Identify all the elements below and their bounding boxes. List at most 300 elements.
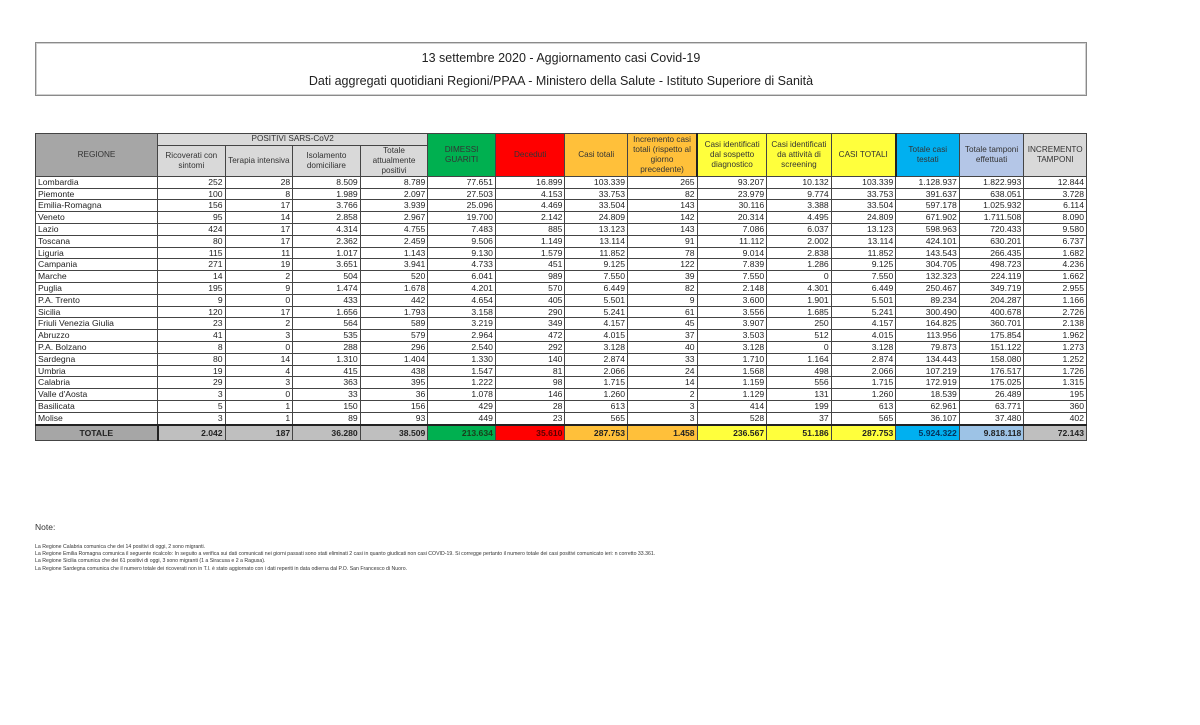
cell-isolamento: 33 [293,389,361,401]
table-row [36,271,1087,283]
cell-totale-positivi: 438 [360,365,428,377]
cell-casi-totali: 1.260 [565,389,628,401]
cell-casi-screening: 10.132 [767,176,832,188]
cell-casi-screening: 512 [767,330,832,342]
cell-incremento-tamponi: 1.315 [1024,377,1087,389]
cell-terapia-intensiva: 14 [225,212,293,224]
cell-deceduti: 4.153 [495,188,565,200]
cell-tamponi: 175.025 [959,377,1024,389]
cell-terapia-intensiva: 3 [225,330,293,342]
cell-casi-totali: 103.339 [565,176,628,188]
col-header-incremento-tamponi: INCREMENTO TAMPONI [1024,134,1087,177]
col-header-regione: REGIONE [36,134,158,177]
cell-casi-screening: 9.774 [767,188,832,200]
cell-casi-sospetto: 7.086 [697,223,767,235]
cell-regione: Molise [36,412,158,424]
total-regione: TOTALE [36,425,158,441]
cell-casi-testati: 671.902 [896,212,960,224]
cell-dimessi-guariti: 3.219 [428,318,496,330]
cell-totale-positivi: 93 [360,412,428,424]
cell-casi-sospetto: 3.907 [697,318,767,330]
table-row [36,306,1087,318]
cell-totale-positivi: 4.755 [360,223,428,235]
cell-dimessi-guariti: 4.201 [428,282,496,294]
cell-ricoverati: 3 [158,412,226,424]
cell-casi-testati: 391.637 [896,188,960,200]
cell-casi-sospetto: 1.159 [697,377,767,389]
group-header-positivi: POSITIVI SARS-CoV2 [158,134,428,146]
cell-totale-positivi: 3.939 [360,200,428,212]
table-row [36,223,1087,235]
cell-incremento-tamponi: 195 [1024,389,1087,401]
cell-terapia-intensiva: 0 [225,341,293,353]
cell-casi-sospetto: 1.710 [697,353,767,365]
cell-casi-sospetto: 30.116 [697,200,767,212]
cell-ricoverati: 41 [158,330,226,342]
cell-casi-totali-upper: 6.449 [831,282,896,294]
cell-casi-totali: 5.501 [565,294,628,306]
cell-casi-screening: 1.685 [767,306,832,318]
cell-casi-totali: 11.852 [565,247,628,259]
cell-regione: Lombardia [36,176,158,188]
cell-deceduti: 98 [495,377,565,389]
cell-totale-positivi: 395 [360,377,428,389]
table-row [36,200,1087,212]
cell-incremento-tamponi: 9.580 [1024,223,1087,235]
cell-casi-totali: 5.241 [565,306,628,318]
cell-isolamento: 4.314 [293,223,361,235]
cell-casi-totali-upper: 565 [831,412,896,424]
cell-incremento-casi: 2 [628,389,698,401]
cell-ricoverati: 271 [158,259,226,271]
cell-casi-testati: 164.825 [896,318,960,330]
cell-dimessi-guariti: 1.222 [428,377,496,389]
cell-casi-testati: 89.234 [896,294,960,306]
cell-totale-positivi: 8.789 [360,176,428,188]
cell-regione: Piemonte [36,188,158,200]
cell-casi-totali: 13.114 [565,235,628,247]
cell-isolamento: 1.017 [293,247,361,259]
cell-ricoverati: 156 [158,200,226,212]
cell-casi-screening: 131 [767,389,832,401]
cell-dimessi-guariti: 4.654 [428,294,496,306]
cell-casi-screening: 1.901 [767,294,832,306]
cell-incremento-tamponi: 1.726 [1024,365,1087,377]
cell-dimessi-guariti: 6.041 [428,271,496,283]
cell-casi-totali-upper: 24.809 [831,212,896,224]
cell-casi-sospetto: 23.979 [697,188,767,200]
table-row [36,341,1087,353]
cell-dimessi-guariti: 449 [428,412,496,424]
cell-dimessi-guariti: 9.130 [428,247,496,259]
cell-totale-positivi: 1.143 [360,247,428,259]
cell-terapia-intensiva: 17 [225,306,293,318]
cell-totale-positivi: 1.404 [360,353,428,365]
cell-casi-sospetto: 93.207 [697,176,767,188]
cell-casi-screening: 4.495 [767,212,832,224]
cell-regione: Lazio [36,223,158,235]
cell-tamponi: 720.433 [959,223,1024,235]
cell-casi-testati: 598.963 [896,223,960,235]
cell-terapia-intensiva: 8 [225,188,293,200]
cell-dimessi-guariti: 1.078 [428,389,496,401]
cell-ricoverati: 80 [158,353,226,365]
cell-casi-testati: 62.961 [896,400,960,412]
table-row [36,318,1087,330]
cell-casi-screening: 1.286 [767,259,832,271]
total-row [36,425,1087,441]
col-header-casi-screening: Casi identificati da attività di screening [767,134,832,177]
cell-ricoverati: 120 [158,306,226,318]
total-dimessi-guariti: 213.634 [428,425,496,441]
cell-casi-screening: 37 [767,412,832,424]
cell-incremento-tamponi: 2.138 [1024,318,1087,330]
cell-terapia-intensiva: 3 [225,377,293,389]
cell-tamponi: 1.025.932 [959,200,1024,212]
cell-isolamento: 1.989 [293,188,361,200]
col-header-deceduti: Deceduti [495,134,565,177]
cell-casi-screening: 2.838 [767,247,832,259]
cell-isolamento: 504 [293,271,361,283]
cell-totale-positivi: 589 [360,318,428,330]
cell-terapia-intensiva: 0 [225,389,293,401]
col-header-casi-totali-upper: CASI TOTALI [831,134,896,177]
note-line: La Regione Sardegna comunica che il numero totale dei ricoverati non in T.I. è stato aggiornato con i dati reperiti in data odierna dal P.O. San Francesco di Nuoro. [35,565,408,572]
cell-regione: P.A. Bolzano [36,341,158,353]
cell-incremento-casi: 82 [628,188,698,200]
cell-tamponi: 1.822.993 [959,176,1024,188]
cell-casi-screening: 498 [767,365,832,377]
cell-incremento-tamponi: 1.273 [1024,341,1087,353]
cell-casi-testati: 132.323 [896,271,960,283]
cell-regione: Veneto [36,212,158,224]
cell-dimessi-guariti: 19.700 [428,212,496,224]
total-casi-sospetto: 236.567 [697,425,767,441]
cell-casi-totali-upper: 1.260 [831,389,896,401]
cell-incremento-tamponi: 4.236 [1024,259,1087,271]
cell-deceduti: 349 [495,318,565,330]
cell-totale-positivi: 1.793 [360,306,428,318]
cell-totale-positivi: 156 [360,400,428,412]
cell-deceduti: 4.469 [495,200,565,212]
notes-section [35,522,655,573]
col-header-totale-tamponi: Totale tamponi effettuati [959,134,1024,177]
cell-casi-testati: 134.443 [896,353,960,365]
cell-incremento-casi: 143 [628,223,698,235]
cell-totale-positivi: 3.941 [360,259,428,271]
cell-incremento-casi: 122 [628,259,698,271]
table-row [36,377,1087,389]
cell-regione: Calabria [36,377,158,389]
cell-incremento-tamponi: 6.737 [1024,235,1087,247]
cell-terapia-intensiva: 11 [225,247,293,259]
cell-casi-testati: 18.539 [896,389,960,401]
cell-terapia-intensiva: 17 [225,200,293,212]
cell-deceduti: 28 [495,400,565,412]
cell-terapia-intensiva: 17 [225,223,293,235]
cell-casi-sospetto: 2.148 [697,282,767,294]
cell-casi-totali-upper: 5.241 [831,306,896,318]
cell-totale-positivi: 520 [360,271,428,283]
table-row [36,412,1087,424]
cell-casi-totali-upper: 2.066 [831,365,896,377]
cell-regione: Sicilia [36,306,158,318]
cell-incremento-tamponi: 360 [1024,400,1087,412]
cell-incremento-casi: 265 [628,176,698,188]
cell-casi-totali-upper: 4.015 [831,330,896,342]
cell-dimessi-guariti: 2.964 [428,330,496,342]
cell-casi-totali-upper: 4.157 [831,318,896,330]
cell-casi-totali: 613 [565,400,628,412]
cell-ricoverati: 100 [158,188,226,200]
cell-dimessi-guariti: 25.096 [428,200,496,212]
cell-deceduti: 2.142 [495,212,565,224]
cell-incremento-tamponi: 6.114 [1024,200,1087,212]
cell-casi-screening: 1.164 [767,353,832,365]
cell-casi-totali: 6.449 [565,282,628,294]
cell-casi-totali-upper: 11.852 [831,247,896,259]
cell-casi-screening: 2.002 [767,235,832,247]
cell-casi-sospetto: 3.600 [697,294,767,306]
cell-casi-sospetto: 3.503 [697,330,767,342]
cell-casi-testati: 1.128.937 [896,176,960,188]
cell-ricoverati: 19 [158,365,226,377]
cell-regione: Campania [36,259,158,271]
cell-dimessi-guariti: 7.483 [428,223,496,235]
cell-ricoverati: 3 [158,389,226,401]
cell-deceduti: 292 [495,341,565,353]
cell-casi-totali: 13.123 [565,223,628,235]
cell-casi-screening: 199 [767,400,832,412]
cell-casi-testati: 424.101 [896,235,960,247]
cell-deceduti: 23 [495,412,565,424]
cell-casi-sospetto: 528 [697,412,767,424]
cell-dimessi-guariti: 3.158 [428,306,496,318]
total-totale-positivi: 38.509 [360,425,428,441]
total-casi-totali-upper: 287.753 [831,425,896,441]
cell-ricoverati: 424 [158,223,226,235]
col-header-casi-sospetto: Casi identificati dal sospetto diagnostico [697,134,767,177]
cell-casi-totali-upper: 3.128 [831,341,896,353]
cell-casi-testati: 597.178 [896,200,960,212]
cell-deceduti: 451 [495,259,565,271]
table-row [36,176,1087,188]
cell-casi-totali-upper: 13.114 [831,235,896,247]
cell-terapia-intensiva: 4 [225,365,293,377]
total-casi-testati: 5.924.322 [896,425,960,441]
cell-casi-testati: 113.956 [896,330,960,342]
cell-isolamento: 288 [293,341,361,353]
cell-deceduti: 290 [495,306,565,318]
total-isolamento: 36.280 [293,425,361,441]
cell-incremento-tamponi: 12.844 [1024,176,1087,188]
cell-terapia-intensiva: 2 [225,271,293,283]
cell-regione: P.A. Trento [36,294,158,306]
cell-casi-screening: 4.301 [767,282,832,294]
cell-tamponi: 63.771 [959,400,1024,412]
cell-casi-totali-upper: 13.123 [831,223,896,235]
table-row [36,365,1087,377]
cell-regione: Basilicata [36,400,158,412]
cell-isolamento: 1.310 [293,353,361,365]
cell-casi-totali-upper: 613 [831,400,896,412]
cell-totale-positivi: 1.678 [360,282,428,294]
table-body [36,176,1087,440]
col-header-isolamento: Isolamento domiciliare [293,145,361,176]
cell-casi-totali: 33.753 [565,188,628,200]
total-incremento-tamponi: 72.143 [1024,425,1087,441]
cell-terapia-intensiva: 28 [225,176,293,188]
cell-casi-totali-upper: 103.339 [831,176,896,188]
cell-terapia-intensiva: 17 [225,235,293,247]
cell-isolamento: 535 [293,330,361,342]
cell-incremento-tamponi: 2.726 [1024,306,1087,318]
cell-casi-totali: 4.015 [565,330,628,342]
cell-isolamento: 564 [293,318,361,330]
cell-terapia-intensiva: 14 [225,353,293,365]
cell-totale-positivi: 579 [360,330,428,342]
notes-title: Note: [35,522,56,532]
cell-dimessi-guariti: 429 [428,400,496,412]
cell-incremento-casi: 3 [628,400,698,412]
cell-incremento-casi: 78 [628,247,698,259]
cell-casi-totali-upper: 5.501 [831,294,896,306]
cell-casi-sospetto: 1.129 [697,389,767,401]
total-tamponi: 9.818.118 [959,425,1024,441]
table-row [36,188,1087,200]
cell-isolamento: 433 [293,294,361,306]
cell-terapia-intensiva: 2 [225,318,293,330]
cell-incremento-tamponi: 3.728 [1024,188,1087,200]
cell-regione: Abruzzo [36,330,158,342]
cell-tamponi: 175.854 [959,330,1024,342]
cell-casi-testati: 107.219 [896,365,960,377]
total-incremento-casi: 1.458 [628,425,698,441]
report-title: 13 settembre 2020 - Aggiornamento casi Covid-19 [421,51,701,65]
cell-tamponi: 349.719 [959,282,1024,294]
cell-dimessi-guariti: 2.540 [428,341,496,353]
cell-incremento-casi: 143 [628,200,698,212]
cell-deceduti: 140 [495,353,565,365]
cell-tamponi: 400.678 [959,306,1024,318]
cell-tamponi: 224.119 [959,271,1024,283]
cell-isolamento: 89 [293,412,361,424]
cell-casi-testati: 79.873 [896,341,960,353]
covid-regional-table [35,133,1087,441]
cell-casi-screening: 3.388 [767,200,832,212]
cell-dimessi-guariti: 27.503 [428,188,496,200]
cell-regione: Emilia-Romagna [36,200,158,212]
cell-totale-positivi: 442 [360,294,428,306]
total-deceduti: 35.610 [495,425,565,441]
cell-tamponi: 1.711.508 [959,212,1024,224]
note-line: La Regione Calabria comunica che dei 14 positivi di oggi, 2 sono migranti. [35,544,206,550]
cell-dimessi-guariti: 4.733 [428,259,496,271]
cell-casi-totali: 1.715 [565,377,628,389]
cell-incremento-tamponi: 1.662 [1024,271,1087,283]
cell-incremento-casi: 33 [628,353,698,365]
cell-incremento-casi: 82 [628,282,698,294]
table-row [36,389,1087,401]
cell-casi-totali: 4.157 [565,318,628,330]
cell-casi-totali: 2.874 [565,353,628,365]
cell-deceduti: 1.149 [495,235,565,247]
cell-totale-positivi: 36 [360,389,428,401]
cell-casi-totali-upper: 7.550 [831,271,896,283]
cell-tamponi: 638.051 [959,188,1024,200]
cell-isolamento: 363 [293,377,361,389]
cell-casi-totali: 33.504 [565,200,628,212]
cell-casi-sospetto: 414 [697,400,767,412]
cell-casi-testati: 172.919 [896,377,960,389]
cell-tamponi: 158.080 [959,353,1024,365]
cell-terapia-intensiva: 1 [225,412,293,424]
cell-tamponi: 630.201 [959,235,1024,247]
col-header-terapia-intensiva: Terapia intensiva [225,145,293,176]
cell-totale-positivi: 2.097 [360,188,428,200]
cell-casi-sospetto: 11.112 [697,235,767,247]
cell-terapia-intensiva: 1 [225,400,293,412]
cell-casi-totali: 3.128 [565,341,628,353]
total-ricoverati: 2.042 [158,425,226,441]
cell-ricoverati: 23 [158,318,226,330]
cell-isolamento: 150 [293,400,361,412]
cell-dimessi-guariti: 1.547 [428,365,496,377]
cell-casi-totali: 24.809 [565,212,628,224]
cell-dimessi-guariti: 9.506 [428,235,496,247]
col-header-dimessi-guariti: DIMESSI GUARITI [428,134,496,177]
cell-casi-totali-upper: 9.125 [831,259,896,271]
cell-incremento-casi: 61 [628,306,698,318]
cell-casi-totali: 9.125 [565,259,628,271]
cell-deceduti: 1.579 [495,247,565,259]
cell-casi-screening: 556 [767,377,832,389]
cell-regione: Puglia [36,282,158,294]
cell-tamponi: 266.435 [959,247,1024,259]
cell-casi-sospetto: 3.556 [697,306,767,318]
cell-isolamento: 415 [293,365,361,377]
cell-regione: Toscana [36,235,158,247]
cell-deceduti: 570 [495,282,565,294]
cell-isolamento: 3.651 [293,259,361,271]
cell-deceduti: 405 [495,294,565,306]
cell-casi-sospetto: 1.568 [697,365,767,377]
cell-incremento-tamponi: 1.962 [1024,330,1087,342]
cell-ricoverati: 195 [158,282,226,294]
cell-regione: Valle d'Aosta [36,389,158,401]
table-row [36,212,1087,224]
total-terapia-intensiva: 187 [225,425,293,441]
table-row [36,400,1087,412]
col-header-ricoverati: Ricoverati con sintomi [158,145,226,176]
cell-terapia-intensiva: 19 [225,259,293,271]
cell-incremento-casi: 3 [628,412,698,424]
cell-ricoverati: 29 [158,377,226,389]
note-line: La Regione Emilia Romagna comunica il seguente ricalcolo: In seguito a verifica sui dati comunicati nei giorni passati sono stati eliminati 2 casi in quanto giudicati non casi COVID-19. Si corregge pertanto il numero totale dei casi positivi comunicato ieri: n corretto 33.361. [35,551,656,558]
cell-dimessi-guariti: 1.330 [428,353,496,365]
cell-casi-totali-upper: 33.504 [831,200,896,212]
note-line: La Regione Sicilia comunica che dei 61 positivi di oggi, 3 sono migranti (1 a Siracusa e 2 a Ragusa). [35,558,266,565]
table-row [36,247,1087,259]
cell-incremento-casi: 14 [628,377,698,389]
cell-ricoverati: 14 [158,271,226,283]
cell-casi-sospetto: 3.128 [697,341,767,353]
table-row [36,353,1087,365]
cell-tamponi: 37.480 [959,412,1024,424]
cell-casi-sospetto: 7.839 [697,259,767,271]
cell-isolamento: 2.858 [293,212,361,224]
cell-incremento-casi: 39 [628,271,698,283]
